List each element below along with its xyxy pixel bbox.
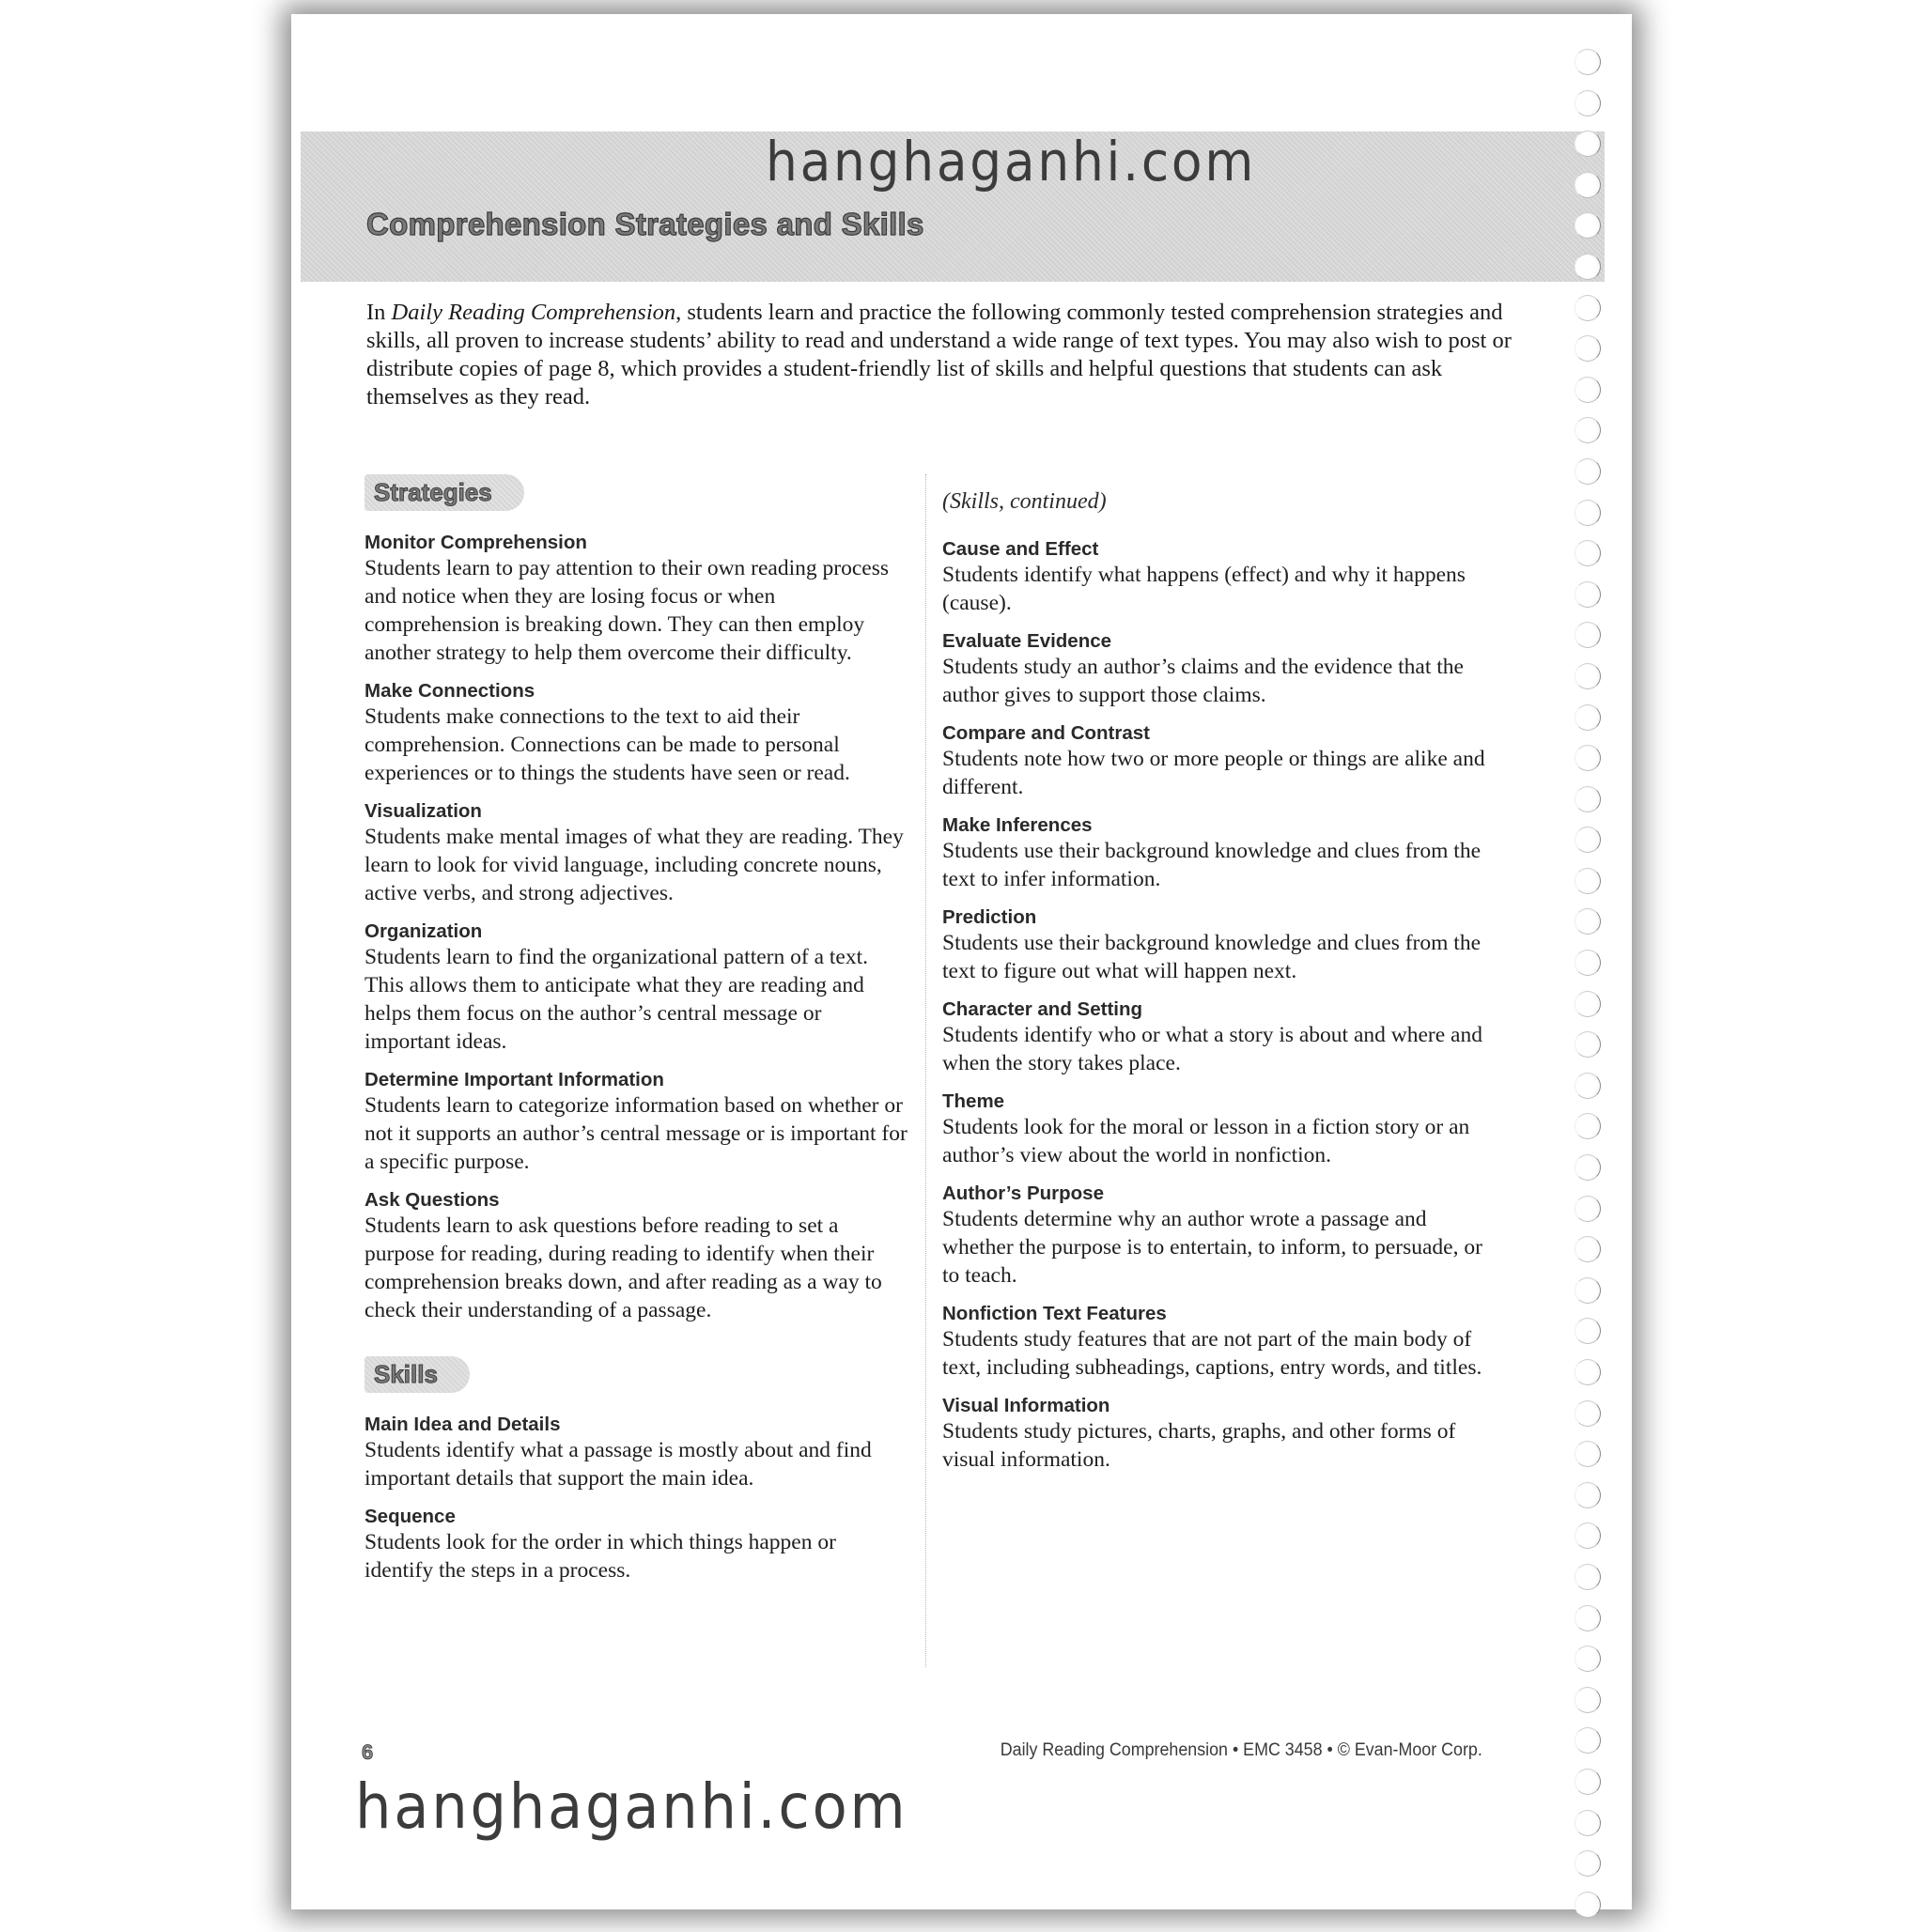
binding-hole-icon (1575, 1892, 1601, 1918)
entry-body: Students look for the moral or lesson in a fiction story or an author’s view about the world in nonfiction. (942, 1115, 1470, 1167)
entry-heading: Cause and Effect (942, 538, 1099, 560)
entry-body: Students study an author’s claims and the evidence that the author gives to support those claims. (942, 655, 1464, 707)
entry-body: Students study pictures, charts, graphs, and other forms of visual information. (942, 1419, 1456, 1472)
binding-hole-icon (1575, 1769, 1601, 1795)
binding-hole-icon (1575, 1318, 1601, 1344)
binding-hole-icon (1575, 295, 1601, 321)
skill-entry (942, 722, 1487, 801)
binding-hole-icon (1575, 417, 1601, 443)
entry-body: Students identify what happens (effect) and why it happens (cause). (942, 563, 1466, 615)
binding-hole-icon (1575, 1277, 1601, 1304)
binding-hole-icon (1575, 1687, 1601, 1713)
entry-heading: Visualization (365, 800, 482, 822)
strategy-entry (365, 1189, 909, 1324)
entry-body: Students note how two or more people or things are alike and different. (942, 747, 1485, 799)
binding-hole-icon (1575, 90, 1601, 116)
binding-hole-icon (1575, 1522, 1601, 1549)
entry-body: Students identify what a passage is mostly about and find important details that support the main idea. (365, 1438, 872, 1491)
intro-rest: , students learn and practice the following commonly tested comprehension strategies and skills, all proven to increase students’ ability to read and understand a wide range of text types. You may also wish to post or distribute copies of page 8, which provides a student-friendly list of skills and helpful questions that students can ask themselves as they read. (366, 300, 1512, 410)
intro-lead: In (366, 300, 392, 325)
entry-body: Students look for the order in which things happen or identify the steps in a process. (365, 1530, 836, 1583)
entry-body: Students use their background knowledge and clues from the text to infer information. (942, 839, 1481, 891)
strategy-entry (365, 680, 909, 787)
binding-hole-icon (1575, 622, 1601, 648)
binding-hole-icon (1575, 458, 1601, 485)
skill-entry (942, 1395, 1487, 1474)
binding-hole-icon (1575, 1400, 1601, 1427)
entry-heading: Nonfiction Text Features (942, 1303, 1167, 1324)
entry-heading: Main Idea and Details (365, 1414, 561, 1435)
binding-hole-icon (1575, 1236, 1601, 1262)
document-page (291, 14, 1632, 1909)
entry-heading: Author’s Purpose (942, 1182, 1104, 1204)
binding-hole-icon (1575, 1727, 1601, 1754)
entry-body: Students learn to ask questions before reading to set a purpose for reading, during reading to identify when their comprehension breaks down, and after reading as a way to check their understanding of a passage. (365, 1213, 882, 1322)
skill-entry (942, 1303, 1487, 1382)
entry-body: Students determine why an author wrote a passage and whether the purpose is to entertain, to inform, to persuade, or to teach. (942, 1207, 1482, 1288)
skills-section-label: Skills (365, 1356, 470, 1393)
binding-hole-icon (1575, 540, 1601, 566)
left-column (365, 474, 909, 1584)
intro-paragraph (366, 299, 1531, 411)
binding-hole-icon (1575, 1441, 1601, 1467)
binding-hole-icon (1575, 131, 1601, 157)
binding-hole-icon (1575, 1073, 1601, 1099)
strategies-section-label: Strategies (365, 474, 524, 511)
skill-entry (942, 814, 1487, 893)
entry-heading: Character and Setting (942, 998, 1143, 1020)
binding-hole-icon (1575, 1359, 1601, 1385)
watermark-bottom: hanghaganhi.com (355, 1770, 908, 1843)
entry-heading: Determine Important Information (365, 1069, 664, 1090)
binding-hole-icon (1575, 745, 1601, 771)
binding-hole-icon (1575, 1196, 1601, 1222)
intro-book-title: Daily Reading Comprehension (391, 300, 676, 325)
binding-hole-icon (1575, 1646, 1601, 1672)
strategy-entry (365, 800, 909, 907)
strategy-entry (365, 1069, 909, 1176)
strategy-entry (365, 920, 909, 1056)
binding-hole-icon (1575, 335, 1601, 362)
entry-body: Students use their background knowledge and clues from the text to figure out what will happen next. (942, 931, 1481, 983)
skill-entry (942, 630, 1487, 709)
binding-hole-icon (1575, 786, 1601, 812)
page-title: Comprehension Strategies and Skills (366, 207, 924, 241)
skill-entry (942, 906, 1487, 985)
entry-body: Students learn to categorize information based on whether or not it supports an author’s central message or is important for a specific purpose. (365, 1093, 908, 1174)
binding-hole-icon (1575, 908, 1601, 935)
binding-hole-icon (1575, 1850, 1601, 1877)
binding-hole-icon (1575, 663, 1601, 689)
watermark-top: hanghaganhi.com (766, 130, 1257, 193)
strategy-entry (365, 532, 909, 667)
binding-hole-icon (1575, 500, 1601, 526)
binding-hole-icon (1575, 991, 1601, 1017)
skills-continued-label: (Skills, continued) (942, 489, 1107, 514)
binding-hole-icon (1575, 254, 1601, 280)
entry-body: Students learn to find the organizational pattern of a text. This allows them to anticipate what they are reading and helps them focus on the author’s central message or important ideas. (365, 945, 868, 1054)
binding-hole-icon (1575, 1482, 1601, 1508)
skill-entry (365, 1414, 909, 1492)
skill-entry (942, 1090, 1487, 1169)
binding-hole-icon (1575, 868, 1601, 894)
right-column (942, 489, 1487, 1474)
entry-heading: Sequence (365, 1506, 456, 1527)
entry-heading: Prediction (942, 906, 1037, 928)
entry-heading: Make Inferences (942, 814, 1093, 836)
binding-hole-icon (1575, 704, 1601, 731)
binding-hole-icon (1575, 172, 1601, 198)
binding-hole-icon (1575, 1113, 1601, 1139)
entry-body: Students identify who or what a story is about and where and when the story takes place. (942, 1023, 1482, 1075)
binding-hole-icon (1575, 1154, 1601, 1181)
binding-hole-icon (1575, 212, 1601, 239)
entry-heading: Monitor Comprehension (365, 532, 587, 553)
binding-hole-icon (1575, 1564, 1601, 1590)
entry-heading: Visual Information (942, 1395, 1110, 1416)
entry-body: Students make mental images of what they are reading. They learn to look for vivid language, including concrete nouns, active verbs, and strong adjectives. (365, 825, 904, 905)
binding-hole-icon (1575, 827, 1601, 853)
spiral-binding (1575, 49, 1603, 1932)
entry-heading: Make Connections (365, 680, 535, 702)
binding-hole-icon (1575, 1605, 1601, 1631)
entry-body: Students learn to pay attention to their own reading process and notice when they are losing focus or when comprehension is breaking down. They can then employ another strategy to help them overcome their difficulty. (365, 556, 889, 665)
entry-heading: Theme (942, 1090, 1005, 1112)
binding-hole-icon (1575, 581, 1601, 608)
entry-heading: Compare and Contrast (942, 722, 1150, 744)
entry-heading: Organization (365, 920, 483, 942)
entry-heading: Ask Questions (365, 1189, 500, 1211)
skill-entry (942, 998, 1487, 1077)
footer-credit: Daily Reading Comprehension • EMC 3458 • © Evan-Moor Corp. (1000, 1740, 1482, 1760)
column-divider (925, 474, 926, 1667)
binding-hole-icon (1575, 49, 1601, 75)
entry-body: Students make connections to the text to aid their comprehension. Connections can be made to personal experiences or to things the students have seen or read. (365, 704, 850, 785)
binding-hole-icon (1575, 950, 1601, 976)
entry-heading: Evaluate Evidence (942, 630, 1112, 652)
skill-entry (942, 538, 1487, 617)
skill-entry (365, 1506, 909, 1584)
page-number: 6 (362, 1740, 374, 1764)
binding-hole-icon (1575, 1031, 1601, 1058)
entry-body: Students study features that are not part of the main body of text, including subheadings, captions, entry words, and titles. (942, 1327, 1482, 1380)
binding-hole-icon (1575, 1810, 1601, 1836)
skill-entry (942, 1182, 1487, 1290)
binding-hole-icon (1575, 377, 1601, 403)
